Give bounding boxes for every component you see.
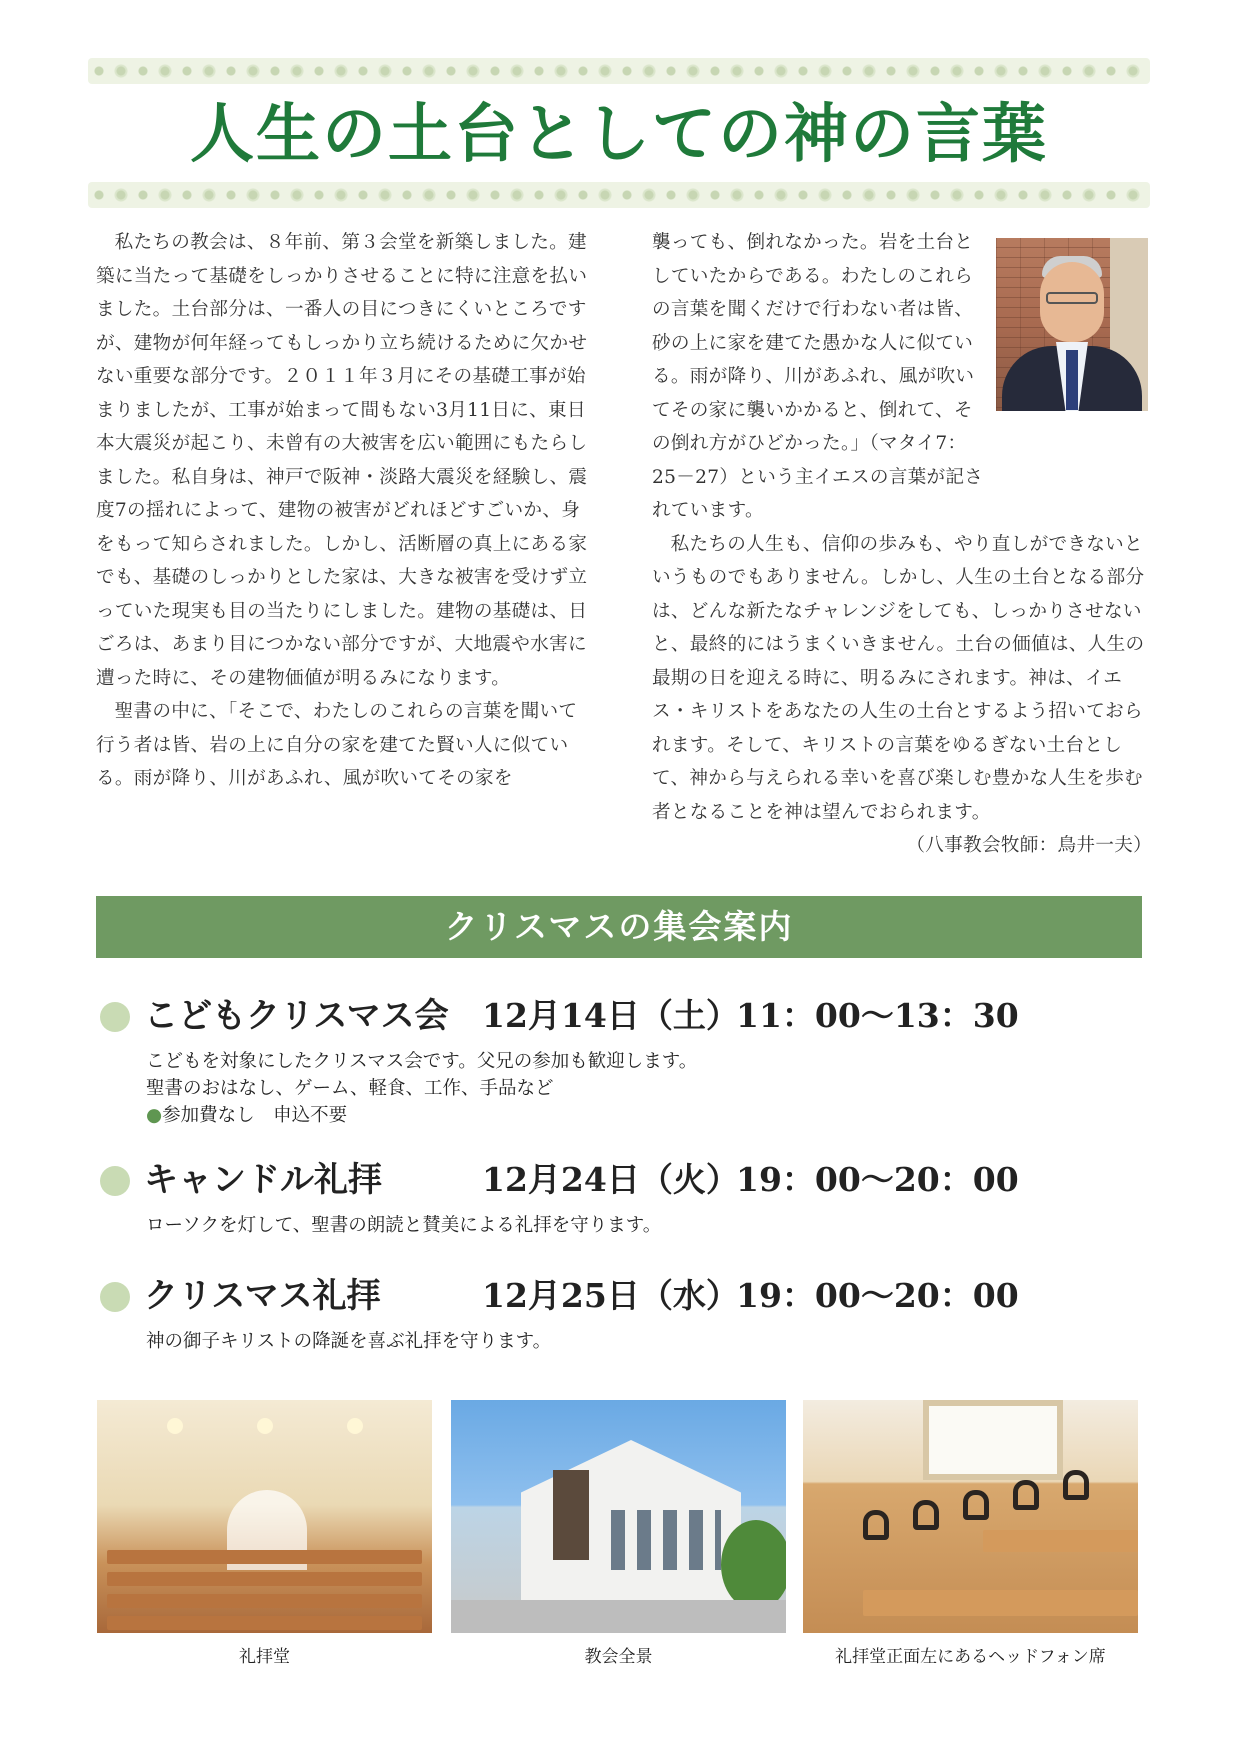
event-note — [146, 1102, 1148, 1129]
event-description — [146, 1328, 1148, 1355]
event-description-line: ローソクを灯して、聖書の朗読と賛美による礼拝を守ります。 — [146, 1215, 662, 1236]
event-description-line: こどもを対象にしたクリスマス会です。父兄の参加も歓迎します。 — [146, 1051, 698, 1072]
headphone-seats-photo — [803, 1400, 1138, 1633]
event-time: 11：00〜13：30 — [736, 996, 1019, 1035]
green-dot-icon: ● — [146, 1105, 163, 1126]
decorative-band-bottom — [88, 182, 1150, 208]
event-note-text: 参加費なし 申込不要 — [162, 1105, 348, 1126]
article-paragraph: 聖書の中に、「そこで、わたしのこれらの言葉を聞いて行う者は皆、岩の上に自分の家を建てた賢い人に似ている。雨が降り、川があふれ、風が吹いてその家を — [96, 701, 578, 789]
event-description — [146, 1212, 1148, 1239]
event-date: 12月24日（火） — [482, 1160, 739, 1199]
bullet-circle-icon — [100, 1166, 130, 1196]
photo-caption: 礼拝堂正面左にあるヘッドフォン席 — [835, 1647, 1106, 1667]
event-candle-service — [98, 1154, 1148, 1239]
event-date: 12月14日（土） — [482, 996, 739, 1035]
article-signature: （八事教会牧師：鳥井一夫） — [906, 835, 1152, 856]
event-date: 12月25日（水） — [482, 1276, 739, 1315]
article-paragraph: 私たちの教会は、８年前、第３会堂を新築しました。建築に当たって基礎をしっかりさせることに特に注意を払いました。土台部分は、一番人の目につきにくいところですが、建物が何年経ってもしっかり立ち続けるために欠かせない重要な部分です。２０１１年３月にその基礎工事が始まりましたが、工事が始まって間もない3月11日に、東日本大震災が起こり、未曾有の大被害を広い範囲にもたらしました。私自身は、神戸で阪神・淡路大震災を経験し、震度7の揺れによって、建物の被害がどれほどすごいか、身をもって知らされました。しかし、活断層の真上にある家でも、基礎のしっかりとした家は、大きな被害を受けず立っていた現実も目の当たりにしました。建物の基礎は、日ごろは、あまり目につかない部分ですが、大地震や水害に遭った時に、その建物価値が明るみになります。 — [96, 232, 588, 689]
event-christmas-service — [98, 1270, 1148, 1355]
event-name: クリスマス礼拝 — [144, 1276, 381, 1316]
church-exterior-photo — [451, 1400, 786, 1633]
christmas-events-header: クリスマスの集会案内 — [96, 896, 1142, 958]
decorative-band-top — [88, 58, 1150, 84]
event-name: キャンドル礼拝 — [144, 1160, 382, 1200]
article-column-left — [96, 226, 596, 796]
sanctuary-photo — [97, 1400, 432, 1633]
photo-caption: 教会全景 — [584, 1647, 653, 1667]
page-title: 人生の土台としての神の言葉 — [190, 97, 1048, 172]
photo-caption: 礼拝堂 — [239, 1647, 290, 1667]
article-column-right — [652, 226, 1152, 863]
event-name: こどもクリスマス会 — [144, 996, 449, 1036]
bullet-circle-icon — [100, 1002, 130, 1032]
event-description — [146, 1048, 1148, 1129]
bullet-circle-icon — [100, 1282, 130, 1312]
article-text-beside-photo: 襲っても、倒れなかった。岩を土台としていたからである。わたしのこれらの言葉を聞くだけで行わない者は皆、砂の上に家を建てた愚かな人に似ている。雨が降り、川があふれ、風が吹いてその家に襲いかかると、倒れて、その倒れ方がひどかった。」（マタイ7：25－27）という主イエスの言葉が記されています。 — [652, 232, 984, 521]
article-paragraph: 私たちの人生も、信仰の歩みも、やり直しができないというものでもありません。しかし、人生の土台となる部分は、どんな新たなチャレンジをしても、しっかりさせないと、最終的にはうまくいきません。土台の価値は、人生の最期の日を迎える時に、明るみにされます。神は、イエス・キリストをあなたの人生の土台とするよう招いておられます。そして、キリストの言葉をゆるぎない土台として、神から与えられる幸いを喜び楽しむ豊かな人生を歩む者となることを神は望んでおられます。 — [652, 533, 1145, 823]
event-time: 19：00〜20：00 — [736, 1160, 1019, 1199]
event-description-line: 神の御子キリストの降誕を喜ぶ礼拝を守ります。 — [146, 1331, 552, 1352]
event-children-christmas — [98, 990, 1148, 1129]
event-description-line: 聖書のおはなし、ゲーム、軽食、工作、手品など — [146, 1078, 554, 1099]
event-time: 19：00〜20：00 — [736, 1276, 1019, 1315]
